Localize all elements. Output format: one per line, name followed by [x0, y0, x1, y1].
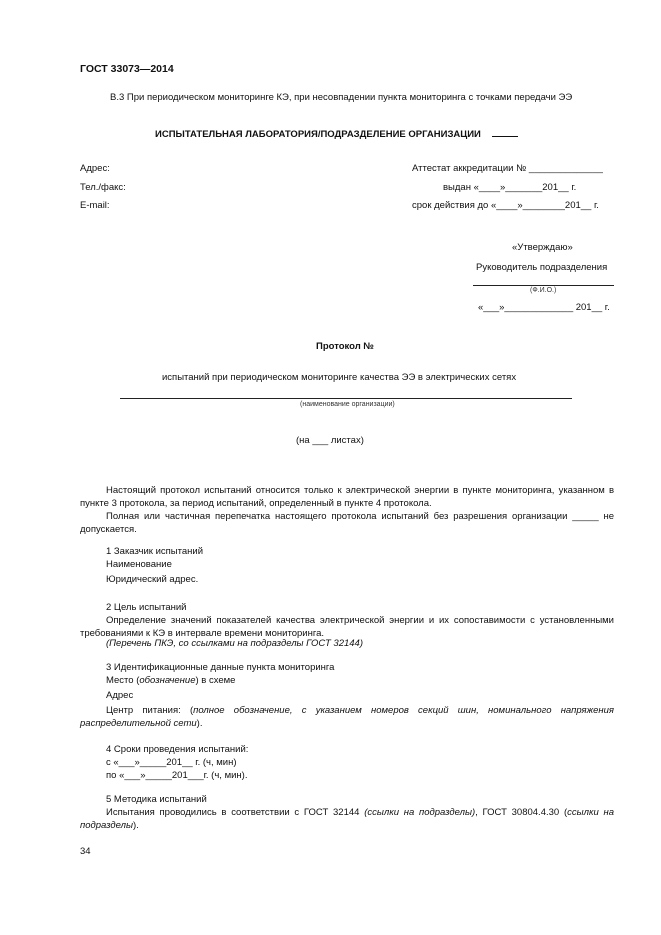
s3-address: Адрес [106, 690, 134, 701]
s5-c: , ГОСТ 30804.4.30 ( [475, 807, 568, 818]
s5-e: ). [133, 820, 139, 831]
approve-label: «Утверждаю» [512, 242, 573, 253]
s3-place [106, 675, 235, 687]
fio-caption: (Ф.И.О.) [530, 287, 557, 294]
s2-title: 2 Цель испытаний [106, 602, 187, 613]
s4-from: с «___»_____201__ г. (ч, мин) [106, 757, 237, 768]
s4-title: 4 Сроки проведения испытаний: [106, 744, 249, 755]
page-number: 34 [80, 846, 91, 857]
s1-title: 1 Заказчик испытаний [106, 546, 203, 557]
s2-note: (Перечень ПКЭ, со ссылками на подразделы ГОСТ 32144) [106, 638, 363, 649]
sheets-count: (на ___ листах) [296, 435, 364, 446]
lab-heading-blank [492, 136, 518, 137]
s3-center-b: ). [196, 718, 203, 729]
s5-d: ссылки на подразделы [80, 807, 614, 831]
accreditation-certificate: Аттестат аккредитации № ______________ [412, 163, 603, 174]
s5-title: 5 Методика испытаний [106, 794, 207, 805]
intro-paragraph-2: Полная или частичная перепечатка настоящего протокола испытаний без разрешения организации _____ не допускается. [80, 511, 614, 535]
s5-text [80, 806, 614, 832]
approval-date: «___»_____________ 201__ г. [478, 302, 610, 313]
email-label: E-mail: [80, 200, 110, 211]
fio-signature-line [473, 285, 614, 286]
s3-center-a: Центр питания: ( [106, 705, 194, 716]
s3-place-italic: обозначение [139, 675, 196, 686]
address-label: Адрес: [80, 163, 110, 174]
phone-fax-label: Тел./факс: [80, 182, 126, 193]
accreditation-valid-until: срок действия до «____»________201__ г. [412, 200, 599, 211]
lab-heading [155, 129, 518, 141]
s1-legal-address: Юридический адрес. [106, 574, 199, 585]
s4-to: по «___»_____201___г. (ч, мин). [106, 770, 248, 781]
s3-center [80, 704, 614, 730]
organization-name-line [120, 398, 572, 399]
protocol-title: Протокол № [316, 341, 374, 352]
s3-place-b: ) в схеме [195, 675, 236, 686]
standard-header: ГОСТ 33073—2014 [80, 63, 174, 75]
head-label: Руководитель подразделения [476, 262, 608, 273]
s3-title: 3 Идентификационные данные пункта мониторинга [106, 662, 335, 673]
s2-text: Определение значений показателей качества электрической энергии и их сопоставимости с установленными требованиями к КЭ в интервале времени мониторинга. [80, 615, 614, 639]
protocol-subtitle: испытаний при периодическом мониторинге качества ЭЭ в электрических сетях [162, 372, 517, 383]
accreditation-issued: выдан «____»_______201__ г. [443, 182, 577, 193]
section-title: В.3 При периодическом мониторинге КЭ, при несовпадении пункта мониторинга с точками передачи ЭЭ [110, 92, 573, 103]
s1-name: Наименование [106, 559, 172, 570]
s3-place-a: Место ( [106, 675, 140, 686]
organization-caption: (наименование организации) [300, 401, 395, 408]
intro-paragraph-1: Настоящий протокол испытаний относится только к электрической энергии в пункте мониторинга, указанном в пункте 3 протокола, за период испытаний, определенный в пункте 4 протокола. [80, 485, 614, 509]
s5-b: (ссылки на подразделы) [364, 807, 476, 818]
lab-heading-text: ИСПЫТАТЕЛЬНАЯ ЛАБОРАТОРИЯ/ПОДРАЗДЕЛЕНИЕ ОРГАНИЗАЦИИ [155, 129, 481, 140]
s3-center-italic: полное обозначение, с указанием номеров секций шин, номинального напряжения распределительной сети [80, 705, 614, 729]
s5-a: Испытания проводились в соответствии с ГОСТ 32144 [106, 807, 365, 818]
